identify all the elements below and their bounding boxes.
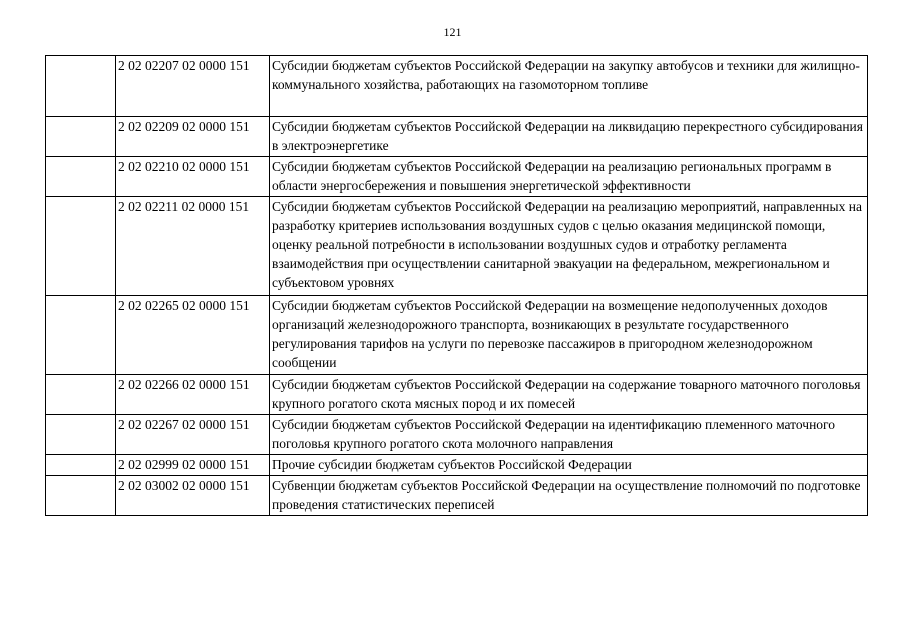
blank-cell <box>46 197 116 296</box>
description-cell: Субсидии бюджетам субъектов Российской Федерации на возмещение недополученных доходов организаций железнодорожного транспорта, возникающих в результате государственного регулирования тарифов на услуги по перевозке пассажиров в пригородном железнодорожном сообщении <box>270 296 868 375</box>
table-row <box>46 296 868 375</box>
blank-cell <box>46 415 116 455</box>
description-cell: Субсидии бюджетам субъектов Российской Федерации на ликвидацию перекрестного субсидирования в электроэнергетике <box>270 117 868 157</box>
description-cell: Субвенции бюджетам субъектов Российской Федерации на осуществление полномочий по подготовке проведения статистических переписей <box>270 476 868 516</box>
blank-cell <box>46 56 116 117</box>
code-cell: 2 02 02209 02 0000 151 <box>116 117 270 157</box>
blank-cell <box>46 157 116 197</box>
blank-cell <box>46 455 116 476</box>
budget-code-table <box>45 55 868 516</box>
code-cell: 2 02 02265 02 0000 151 <box>116 296 270 375</box>
description-cell: Субсидии бюджетам субъектов Российской Федерации на реализацию мероприятий, направленных на разработку критериев использования воздушных судов с целью оказания медицинской помощи, оценку реальной потребности в использовании воздушных судов и отработку регламента взаимодействия при осуществлении санитарной эвакуации на федеральном, межрегиональном и субъектовом уровнях <box>270 197 868 296</box>
table-row <box>46 117 868 157</box>
code-cell: 2 02 02999 02 0000 151 <box>116 455 270 476</box>
code-cell: 2 02 02207 02 0000 151 <box>116 56 270 117</box>
page-number: 121 <box>443 25 462 39</box>
description-cell: Субсидии бюджетам субъектов Российской Федерации на идентификацию племенного маточного поголовья крупного рогатого скота молочного направления <box>270 415 868 455</box>
description-cell: Субсидии бюджетам субъектов Российской Федерации на содержание товарного маточного поголовья крупного рогатого скота мясных пород и их помесей <box>270 375 868 415</box>
table-row <box>46 56 868 117</box>
table-row <box>46 375 868 415</box>
blank-cell <box>46 296 116 375</box>
blank-cell <box>46 476 116 516</box>
table-row <box>46 476 868 516</box>
code-cell: 2 02 02210 02 0000 151 <box>116 157 270 197</box>
blank-cell <box>46 375 116 415</box>
description-cell: Субсидии бюджетам субъектов Российской Федерации на закупку автобусов и техники для жилищно-коммунального хозяйства, работающих на газомоторном топливе <box>270 56 868 117</box>
code-cell: 2 02 02266 02 0000 151 <box>116 375 270 415</box>
table-row <box>46 157 868 197</box>
code-cell: 2 02 02267 02 0000 151 <box>116 415 270 455</box>
description-cell: Субсидии бюджетам субъектов Российской Федерации на реализацию региональных программ в области энергосбережения и повышения энергетической эффективности <box>270 157 868 197</box>
code-cell: 2 02 02211 02 0000 151 <box>116 197 270 296</box>
table-row <box>46 415 868 455</box>
table-row <box>46 197 868 296</box>
blank-cell <box>46 117 116 157</box>
description-cell: Прочие субсидии бюджетам субъектов Российской Федерации <box>270 455 868 476</box>
table-row <box>46 455 868 476</box>
code-cell: 2 02 03002 02 0000 151 <box>116 476 270 516</box>
